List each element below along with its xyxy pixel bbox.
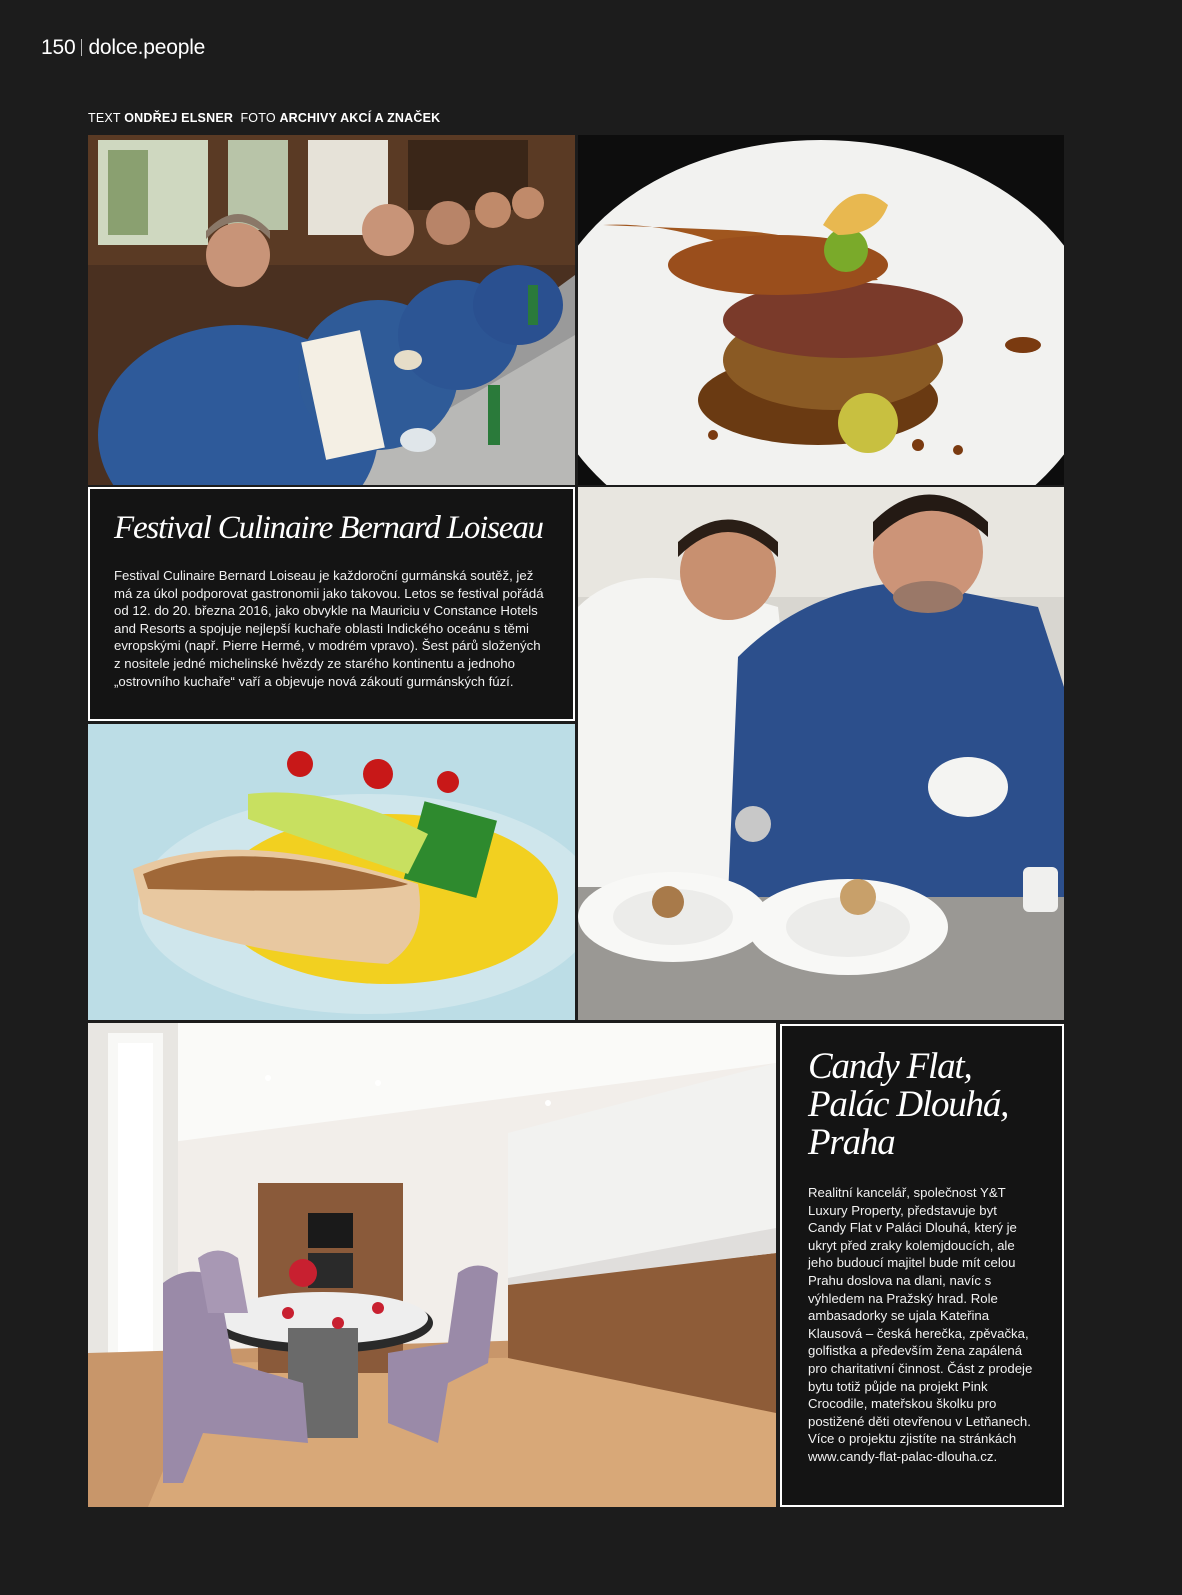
photo-label: FOTO [240, 111, 276, 125]
article-candy-flat [780, 1024, 1064, 1507]
section-name: dolce.people [88, 36, 206, 59]
article-title [808, 1048, 1036, 1162]
article-festival-culinaire [88, 487, 575, 721]
photo-chefs-at-table [88, 135, 575, 485]
photo-quail-dish [578, 135, 1064, 485]
header-separator [81, 39, 82, 56]
photo-candy-flat-interior [88, 1023, 776, 1507]
title-line-2: Palác Dlouhá, [808, 1084, 1009, 1125]
page-number: 150 [41, 36, 76, 59]
article-title: Festival Culinaire Bernard Loiseau [114, 510, 543, 546]
text-label: TEXT [88, 111, 121, 125]
article-body: Realitní kancelář, společnost Y&T Luxury Property, představuje byt Candy Flat v Paláci Dlouhá, který je ukryt před zraky kolemjdoucích, ale jeho budoucí majitel bude mít celou Prahu doslova na dlani, navíc s výhledem na Pražský hrad. Role ambasadorky se ujala Kateřina Klausová – česká herečka, zpěvačka, golfistka a především žena zapálená pro charitativní činnost. Část z prodeje bytu totiž půjde na projekt Pink Crocodile, mateřskou školku pro postižené děti otevřenou v Letňanech. Více o projektu zjistíte na stránkách www.candy-flat-palac-dlouha.cz. [808, 1185, 1033, 1464]
photo-author: ARCHIVY AKCÍ A ZNAČEK [279, 111, 441, 125]
article-body: Festival Culinaire Bernard Loiseau je každoroční gurmánská soutěž, jež má za úkol podporovat gastronomii jako takovou. Letos se festival pořádá od 12. do 20. března 2016, jako obvykle na Mauriciu v Constance Hotels and Resorts a spojuje nejlepší kuchaře oblasti Indického oceánu s těmi evropskými (např. Pierre Hermé, v modrém vpravo). Šest párů složených z nositele jedné michelinské hvězdy ze starého kontinentu a jednoho „ostrovního kuchaře“ vaří a objevuje nová zákoutí gurmánských fúzí. [114, 568, 544, 689]
photo-chefs-plating [578, 487, 1064, 1020]
article-credits [88, 111, 440, 125]
page-header [41, 36, 205, 60]
title-line-3: Praha [808, 1122, 895, 1163]
title-line-1: Candy Flat, [808, 1046, 972, 1087]
text-author: ONDŘEJ ELSNER [124, 111, 234, 125]
photo-sea-bass-dish [88, 724, 575, 1020]
